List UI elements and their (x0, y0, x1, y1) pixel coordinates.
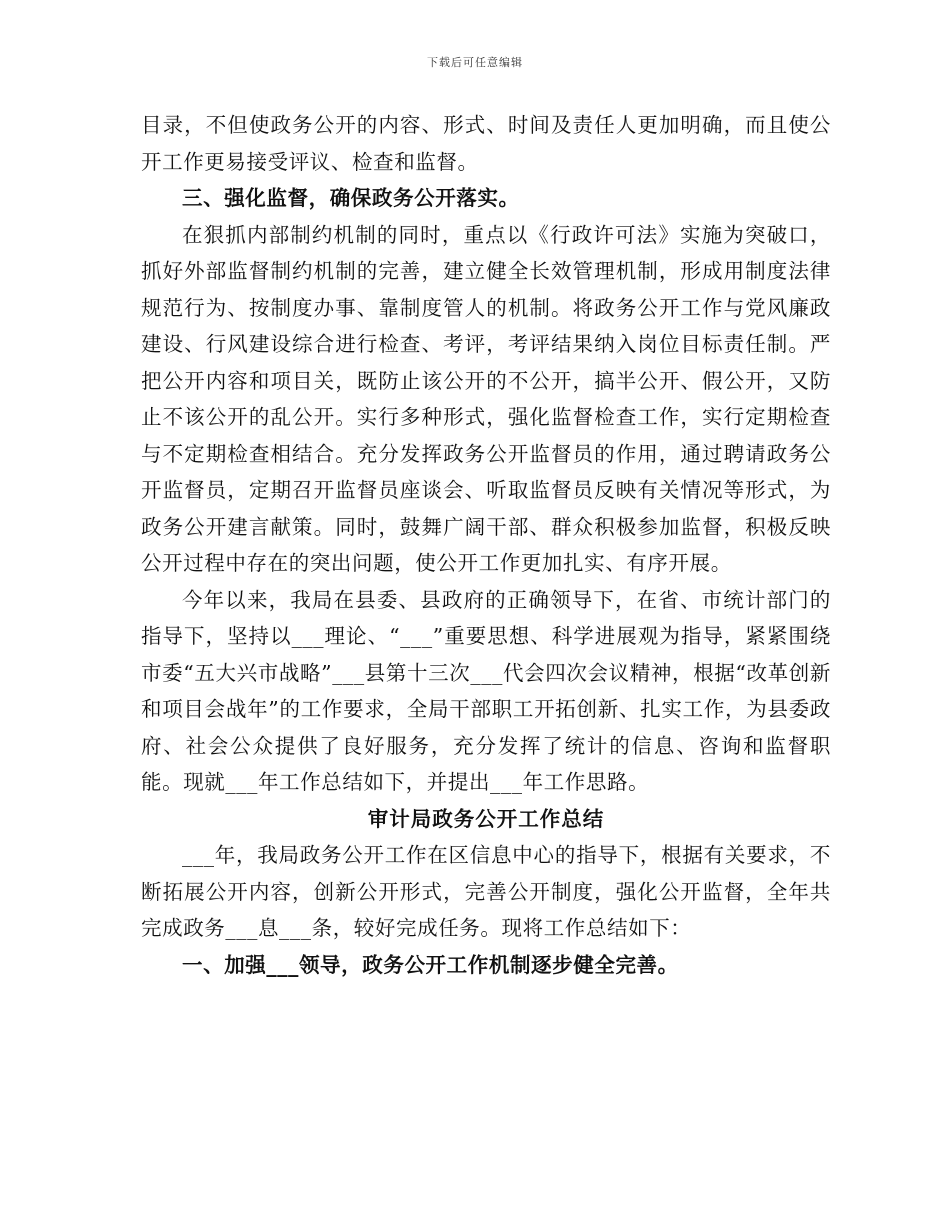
paragraph-audit-intro: ___年，我局政务公开工作在区信息中心的指导下，根据有关要求，不断拓展公开内容，创新公开形式，完善公开制度，强化公开监督，全年共完成政务___息___条，较好完成任务。现将工作总结如下： (141, 843, 831, 940)
section-heading-3: 三、强化监督，确保政务公开落实。 (182, 186, 520, 210)
document-title: 审计局政务公开工作总结 (367, 806, 605, 831)
paragraph-statistics-intro: 今年以来，我局在县委、县政府的正确领导下，在省、市统计部门的指导下，坚持以___理论、“___”重要思想、科学进展观为指导，紧紧围绕市委“五大兴市战略”___县第十三次___代会四次会议精神，根据“改革创新和项目会战年”的工作要求，全局干部职工开拓创新、扎实工作，为县委政府、社会公众提供了良好服务，充分发挥了统计的信息、咨询和监督职能。现就___年工作总结如下，并提出___年工作思路。 (141, 587, 831, 794)
document-body (141, 107, 831, 983)
paragraph-supervision: 在狠抓内部制约机制的同时，重点以《行政许可法》实施为突破口，抓好外部监督制约机制的完善，建立健全长效管理机制，形成用制度法律规范行为、按制度办事、靠制度管人的机制。将政务公开工作与党风廉政建设、行风建设综合进行检查、考评，考评结果纳入岗位目标责任制。严把公开内容和项目关，既防止该公开的不公开，搞半公开、假公开，又防止不该公开的乱公开。实行多种形式，强化监督检查工作，实行定期检查与不定期检查相结合。充分发挥政务公开监督员的作用，通过聘请政务公开监督员，定期召开监督员座谈会、听取监督员反映有关情况等形式，为政务公开建言献策。同时，鼓舞广阔干部、群众积极参加监督，积极反映公开过程中存在的突出问题，使公开工作更加扎实、有序开展。 (141, 222, 831, 575)
paragraph-intro-continuation: 目录，不但使政务公开的内容、形式、时间及责任人更加明确，而且使公开工作更易接受评议、检查和监督。 (141, 113, 831, 174)
header-note: 下载后可任意编辑 (427, 56, 523, 69)
section-heading-1: 一、加强___领导，政务公开工作机制逐步健全完善。 (182, 952, 679, 977)
